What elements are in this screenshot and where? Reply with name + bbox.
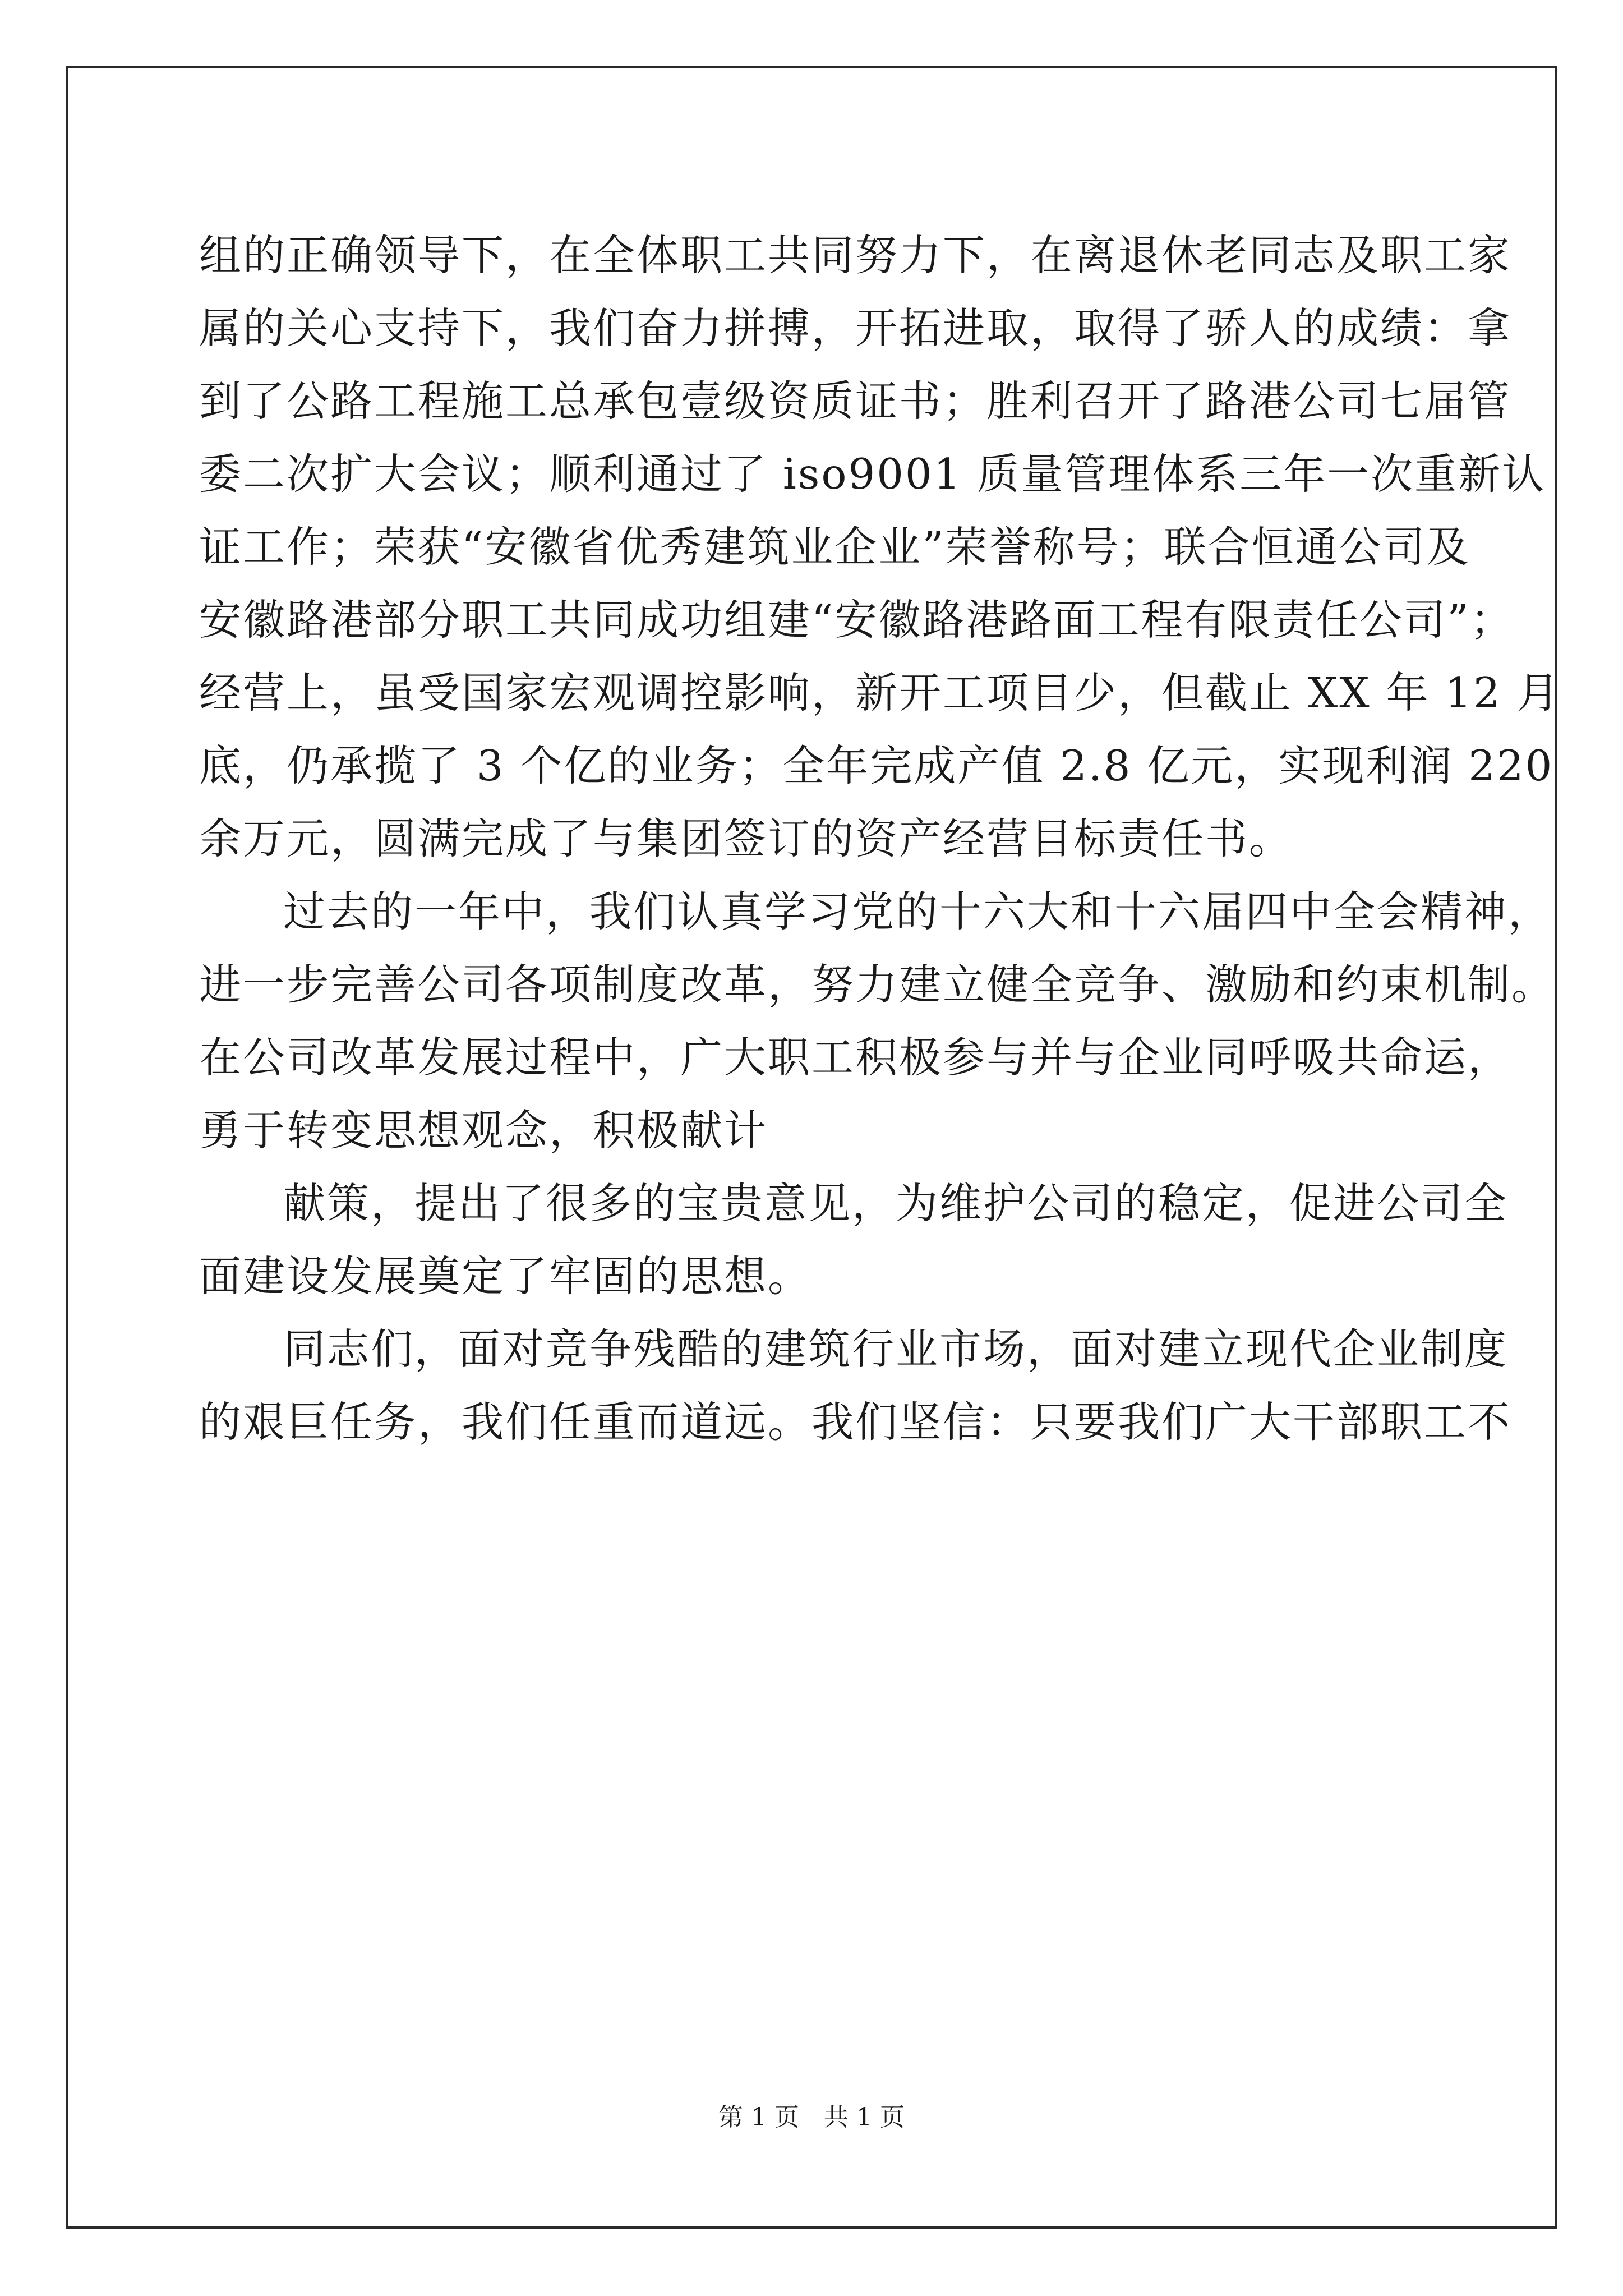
page-footer: 第 1 页 共 1 页 xyxy=(718,2103,905,2132)
text-line-2: 属的关心支持下，我们奋力拼搏，开拓进取，取得了骄人的成绩：拿 xyxy=(199,303,1512,353)
text-line-9: 余万元，圆满完成了与集团签订的资产经营目标责任书。 xyxy=(199,814,1293,863)
text-line-7: 经营上，虽受国家宏观调控影响，新开工项目少，但截止 XX 年 12 月 xyxy=(199,668,1561,717)
text-line-14: 献策，提出了很多的宝贵意见，为维护公司的稳定，促进公司全 xyxy=(283,1179,1509,1228)
text-line-10: 过去的一年中，我们认真学习党的十六大和十六届四中全会精神， xyxy=(283,887,1552,936)
text-line-15: 面建设发展奠定了牢固的思想。 xyxy=(199,1251,812,1301)
text-line-8: 底，仍承揽了 3 个亿的业务；全年完成产值 2.8 亿元，实现利润 220 xyxy=(199,741,1554,790)
text-line-3: 到了公路工程施工总承包壹级资质证书；胜利召开了路港公司七届管 xyxy=(199,376,1512,426)
text-line-12: 在公司改革发展过程中，广大职工积极参与并与企业同呼吸共命运， xyxy=(199,1033,1512,1082)
text-line-13: 勇于转变思想观念，积极献计 xyxy=(199,1106,768,1155)
text-line-11: 进一步完善公司各项制度改革，努力建立健全竞争、激励和约束机制。 xyxy=(199,960,1556,1009)
text-line-5: 证工作；荣获“安徽省优秀建筑业企业”荣誉称号；联合恒通公司及 xyxy=(199,522,1470,572)
text-line-17: 的艰巨任务，我们任重而道远。我们坚信：只要我们广大干部职工不 xyxy=(199,1397,1512,1447)
text-line-16: 同志们，面对竞争残酷的建筑行业市场，面对建立现代企业制度 xyxy=(283,1324,1509,1374)
text-line-4: 委二次扩大会议；顺利通过了 iso9001 质量管理体系三年一次重新认 xyxy=(199,449,1546,499)
text-line-6: 安徽路港部分职工共同成功组建“安徽路港路面工程有限责任公司”； xyxy=(199,595,1514,645)
text-line-1: 组的正确领导下，在全体职工共同努力下，在离退休老同志及职工家 xyxy=(199,231,1512,280)
